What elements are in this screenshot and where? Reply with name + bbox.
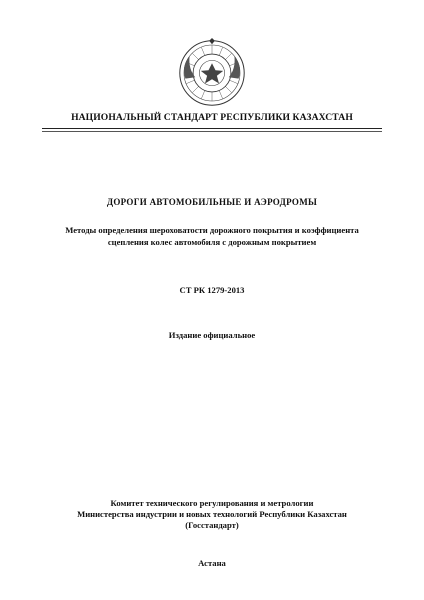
subtitle-line: сцепления колес автомобиля с дорожным покрытием xyxy=(107,236,317,247)
subtitle-line: Методы определения шероховатости дорожного покрытия и коэффициента xyxy=(65,225,359,235)
document-title: ДОРОГИ АВТОМОБИЛЬНЫЕ И АЭРОДРОМЫ xyxy=(106,197,318,207)
edition-label: Издание официальное xyxy=(168,330,256,340)
publisher-line: Комитет технического регулирования и метрологии xyxy=(110,498,314,508)
publisher-line: (Госстандарт) xyxy=(185,520,239,530)
standard-code: СТ РК 1279-2013 xyxy=(179,285,245,295)
header-rule-thin xyxy=(42,131,382,132)
kazakhstan-state-emblem-icon xyxy=(177,38,247,108)
publication-city: Астана xyxy=(198,558,226,568)
publisher-line: Министерства индустрии и новых технологий Республики Казахстан xyxy=(77,509,347,519)
standard-header: НАЦИОНАЛЬНЫЙ СТАНДАРТ РЕСПУБЛИКИ КАЗАХСТАН xyxy=(71,112,353,123)
document-subtitle xyxy=(30,225,394,248)
header-rule xyxy=(42,128,382,129)
publisher-block xyxy=(30,498,394,531)
